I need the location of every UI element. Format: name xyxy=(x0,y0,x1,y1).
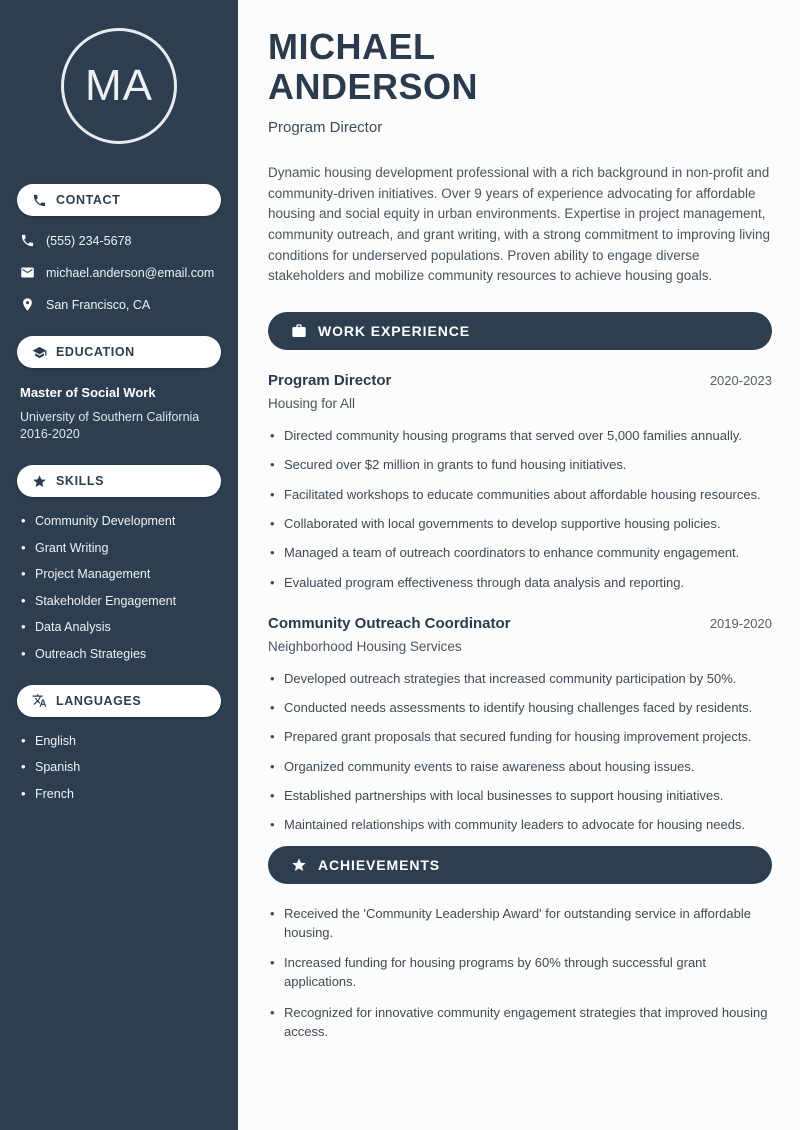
skill-item: • Stakeholder Engagement xyxy=(20,594,218,608)
job-bullet-list xyxy=(268,427,772,593)
skill-item: • Grant Writing xyxy=(20,541,218,555)
skills-list xyxy=(20,514,218,661)
star-icon xyxy=(291,857,307,873)
bullet-item: • Recognized for innovative community engagement strategies that improved housing access. xyxy=(268,1004,772,1042)
contact-section-header xyxy=(17,184,221,216)
page-title xyxy=(268,27,772,106)
avatar-initials: MA xyxy=(85,61,153,110)
main-content xyxy=(238,0,800,1130)
skills-section-header xyxy=(17,465,221,497)
avatar xyxy=(61,28,177,144)
work-experience-header-label: WORK EXPERIENCE xyxy=(318,323,470,340)
languages-header-label: LANGUAGES xyxy=(56,693,142,708)
job-title: Community Outreach Coordinator xyxy=(268,614,511,632)
translate-icon xyxy=(32,693,47,708)
bullet-item: • Collaborated with local governments to develop supportive housing policies. xyxy=(268,515,772,534)
bullet-item: • Developed outreach strategies that increased community participation by 50%. xyxy=(268,670,772,689)
name-line-2: ANDERSON xyxy=(268,65,479,107)
achievements-header-label: ACHIEVEMENTS xyxy=(318,856,441,873)
education-header-label: EDUCATION xyxy=(56,345,135,359)
achievements-banner xyxy=(268,846,772,884)
education-years: 2016-2020 xyxy=(20,427,80,442)
languages-section-header xyxy=(17,685,221,717)
language-item: • English xyxy=(20,734,218,748)
bullet-item: • Established partnerships with local businesses to support housing initiatives. xyxy=(268,787,772,806)
bullet-item: • Managed a team of outreach coordinators to enhance community engagement. xyxy=(268,544,772,563)
job-dates: 2020-2023 xyxy=(709,373,772,389)
job-bullet-list xyxy=(268,670,772,836)
graduation-cap-icon xyxy=(32,345,47,360)
job-entry xyxy=(268,372,772,593)
phone-icon xyxy=(32,193,47,208)
contact-phone xyxy=(20,233,218,248)
languages-list xyxy=(20,734,218,801)
contact-location xyxy=(20,297,218,312)
education-school: University of Southern California xyxy=(20,410,200,424)
phone-value: (555) 234-5678 xyxy=(46,233,132,248)
education-degree: Master of Social Work xyxy=(20,385,156,400)
job-header xyxy=(268,372,772,389)
bullet-item: • Facilitated workshops to educate communities about affordable housing resources. xyxy=(268,486,772,505)
job-dates: 2019-2020 xyxy=(709,615,772,631)
skill-item: • Outreach Strategies xyxy=(20,647,218,661)
star-icon xyxy=(32,474,47,489)
bullet-item: • Organized community events to raise awareness about housing issues. xyxy=(268,758,772,777)
bullet-item: • Conducted needs assessments to identify housing challenges faced by residents. xyxy=(268,699,772,718)
language-item: • Spanish xyxy=(20,760,218,774)
job-entry xyxy=(268,615,772,836)
contact-email xyxy=(20,265,218,280)
job-header xyxy=(268,615,772,632)
briefcase-icon xyxy=(291,323,307,339)
language-item: • French xyxy=(20,787,218,801)
skill-item: • Project Management xyxy=(20,567,218,581)
bullet-item: • Prepared grant proposals that secured funding for housing improvement projects. xyxy=(268,728,772,747)
mail-icon xyxy=(20,265,35,280)
job-title: Program Director xyxy=(268,372,392,390)
bullet-item: • Increased funding for housing programs by 60% through successful grant applications. xyxy=(268,954,772,992)
bullet-item: • Directed community housing programs that served over 5,000 families annually. xyxy=(268,427,772,446)
bullet-item: • Received the 'Community Leadership Award' for outstanding service in affordable housing. xyxy=(268,905,772,943)
professional-title: Program Director xyxy=(268,119,383,137)
skills-header-label: SKILLS xyxy=(56,474,105,489)
summary-paragraph: Dynamic housing development professional with a rich background in non-profit and community-driven initiatives. Over 9 years of experience advocating for affordable housing and social equity in urban environments. Expertise in project management, community outreach, and grant writing, with a strong commitment to improving living conditions for underserved populations. Proven ability to engage diverse stakeholders and mobilize community resources to achieve housing goals. xyxy=(268,165,770,284)
location-value: San Francisco, CA xyxy=(46,297,151,312)
job-company: Neighborhood Housing Services xyxy=(268,638,462,654)
bullet-item: • Secured over $2 million in grants to fund housing initiatives. xyxy=(268,456,772,475)
name-line-1: MICHAEL xyxy=(268,26,436,67)
job-company: Housing for All xyxy=(268,396,356,412)
work-experience-banner xyxy=(268,312,772,350)
phone-icon xyxy=(20,233,35,248)
skill-item: • Data Analysis xyxy=(20,620,218,634)
bullet-item: • Evaluated program effectiveness through data analysis and reporting. xyxy=(268,574,772,593)
bullet-item: • Maintained relationships with community leaders to advocate for housing needs. xyxy=(268,816,772,835)
skill-item: • Community Development xyxy=(20,514,218,528)
education-entry xyxy=(20,385,218,441)
achievements-list xyxy=(268,905,772,1042)
email-value: michael.anderson@email.com xyxy=(46,265,215,280)
contact-header-label: CONTACT xyxy=(56,193,121,207)
sidebar xyxy=(0,0,238,1130)
education-section-header xyxy=(17,336,221,368)
location-pin-icon xyxy=(20,297,35,312)
